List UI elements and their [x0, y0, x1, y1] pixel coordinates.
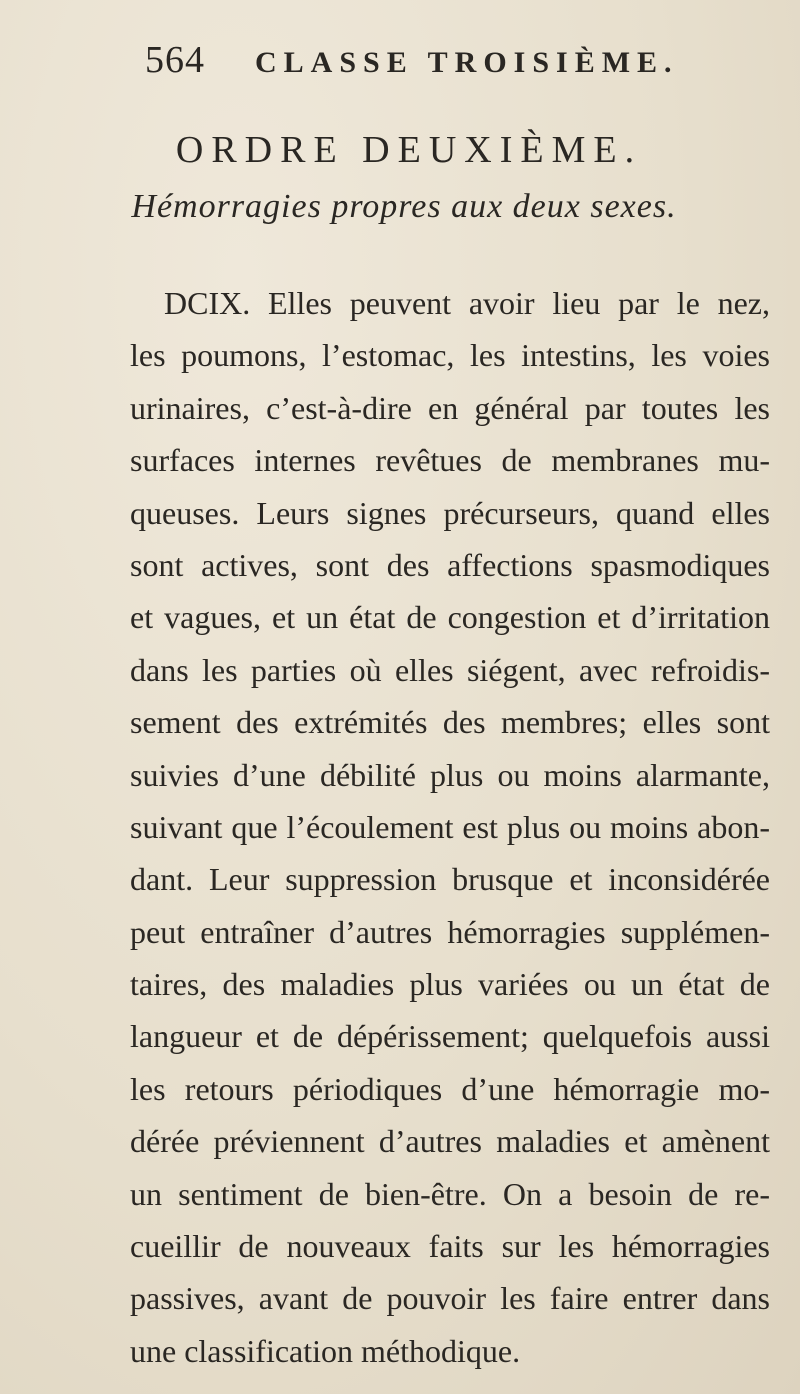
paragraph-line: surfaces internes revêtues de membranes mu- [130, 442, 770, 479]
section-title: ORDRE DEUXIÈME. [175, 129, 643, 171]
paragraph-line: queuses. Leurs signes précurseurs, quand elles [130, 494, 770, 531]
paragraph-line: les poumons, l’estomac, les intestins, les voies [130, 337, 770, 374]
paragraph-line: DCIX. Elles peuvent avoir lieu par le nez, [164, 285, 770, 321]
paragraph-line: un sentiment de bien-être. On a besoin de re- [130, 1175, 770, 1212]
paragraph-line: passives, avant de pouvoir les faire entrer dans [130, 1280, 770, 1317]
paragraph [130, 277, 770, 1377]
paragraph-line: dant. Leur suppression brusque et inconsidérée [130, 861, 770, 898]
paragraph-line: les retours périodiques d’une hémorragie mo- [130, 1070, 770, 1107]
paragraph-line: une classification méthodique. [130, 1332, 521, 1369]
paragraph-line: sement des extrémités des membres; elles sont [130, 704, 770, 741]
paragraph-line: dans les parties où elles siégent, avec refroidis- [130, 651, 770, 688]
paragraph-line: suivies d’une débilité plus ou moins alarmante, [130, 756, 770, 793]
running-head [145, 38, 785, 88]
running-title: CLASSE TROISIÈME. [255, 46, 679, 79]
paragraph-line: sont actives, sont des affections spasmodiques [130, 546, 770, 583]
paragraph-line: cueillir de nouveaux faits sur les hémorragies [130, 1228, 770, 1265]
paragraph-line: urinaires, c’est-à-dire en général par toutes les [130, 389, 770, 426]
paragraph-line: langueur et de dépérissement; quelquefois aussi [130, 1018, 770, 1055]
section-subtitle: Hémorragies propres aux deux sexes. [131, 188, 677, 225]
paragraph-line: dérée préviennent d’autres maladies et amènent [130, 1123, 770, 1160]
paragraph-line: peut entraîner d’autres hémorragies supplémen- [130, 913, 770, 950]
paragraph-line: taires, des maladies plus variées ou un état de [130, 966, 770, 1003]
paragraph-line: et vagues, et un état de congestion et d’irritation [130, 599, 770, 636]
paragraph-line: suivant que l’écoulement est plus ou moins abon- [130, 808, 770, 845]
page-number: 564 [145, 39, 205, 81]
